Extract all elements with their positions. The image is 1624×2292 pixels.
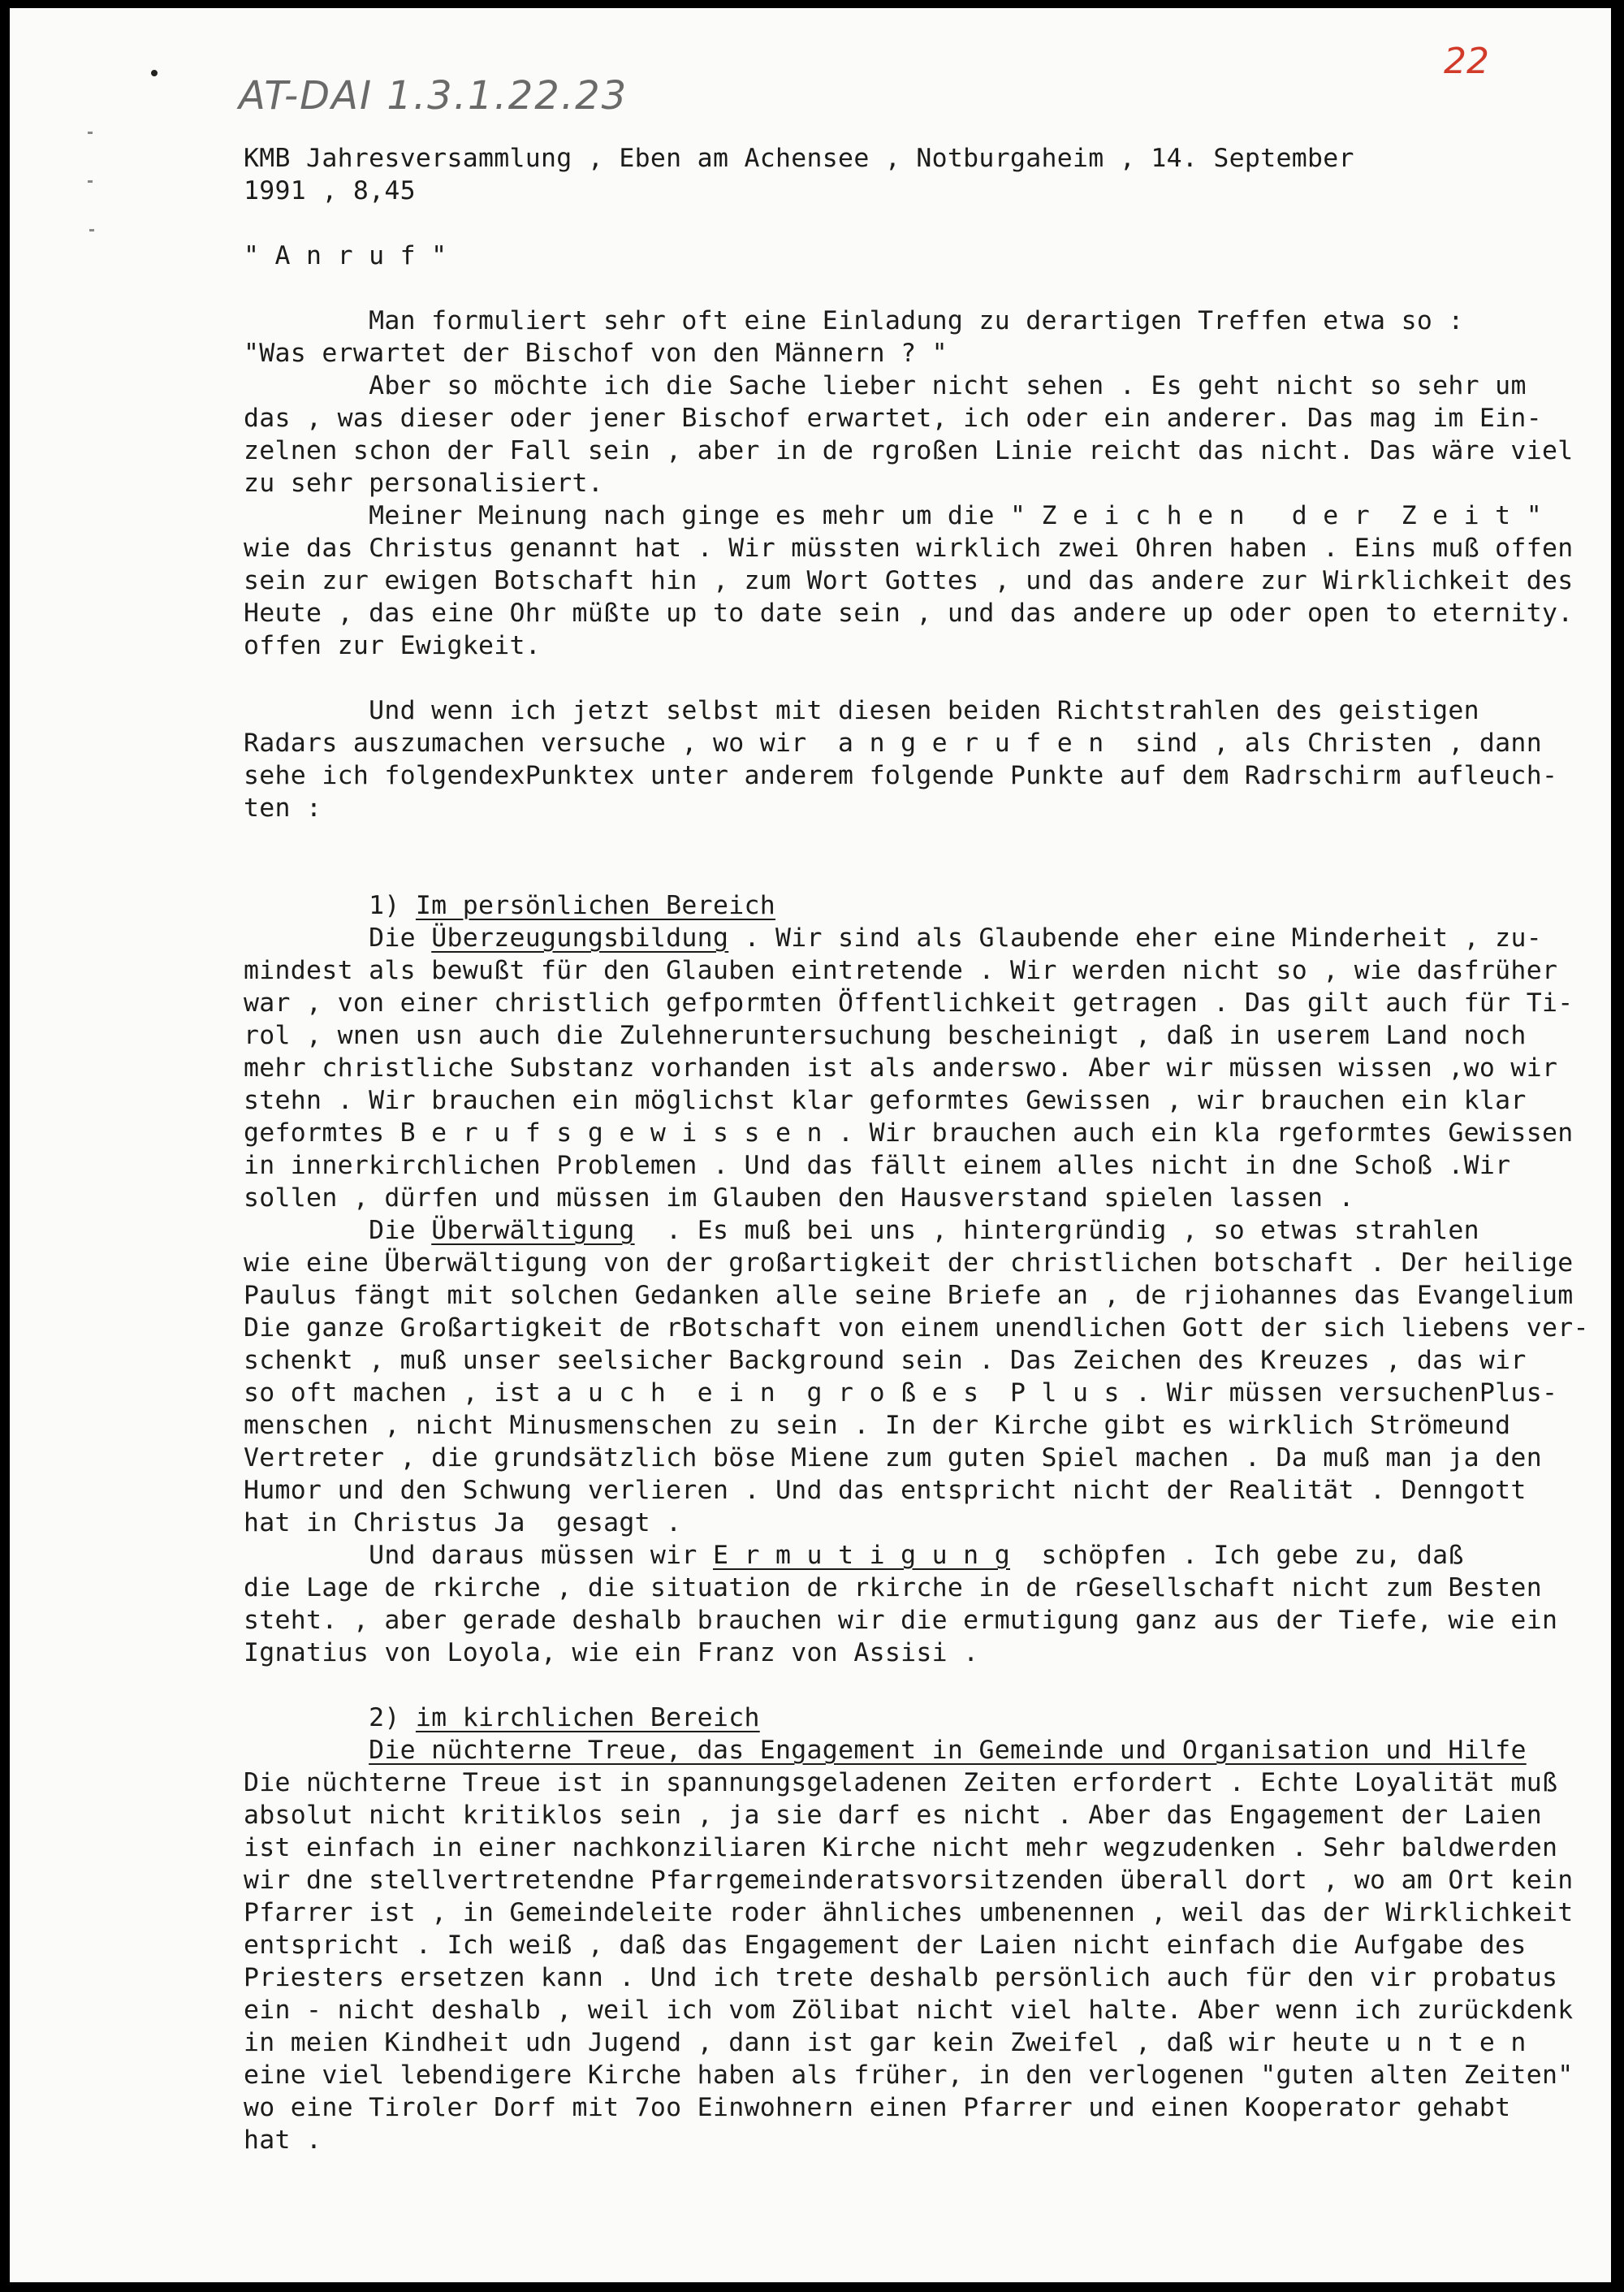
text-line: absolut nicht kritiklos sein , ja sie darf es nicht . Aber das Engagement der Laien	[244, 1801, 1542, 1830]
paragraph-block	[244, 1572, 1616, 1669]
margin-mark	[88, 132, 93, 134]
header-line: 1991 , 8,45	[244, 176, 416, 205]
paragraph-block	[244, 1247, 1616, 1539]
header-line: KMB Jahresversammlung , Eben am Achensee , Notburgaheim , 14. September	[244, 144, 1354, 173]
text-line: Und wenn ich jetzt selbst mit diesen beiden Richtstrahlen des geistigen	[244, 696, 1479, 725]
text-line: zelnen schon der Fall sein , aber in de rgroßen Linie reicht das nicht. Das wäre viel	[244, 436, 1574, 465]
archive-signature: AT-DAI 1.3.1.22.23	[239, 73, 628, 119]
subsection-line: Und daraus müssen wir E r m u t i g u n g schöpfen . Ich gebe zu, daß	[244, 1541, 1464, 1570]
text-line: hat .	[244, 2126, 322, 2155]
subsection-line: Die Überzeugungsbildung . Wir sind als Glaubende eher eine Minderheit , zu-	[244, 923, 1542, 953]
text-line: wir dne stellvertretendne Pfarrgemeinderatsvorsitzenden überall dort , wo am Ort kein	[244, 1866, 1574, 1895]
typed-text	[244, 142, 1616, 2156]
text-line: zu sehr personalisiert.	[244, 469, 604, 498]
page-number: 22	[1444, 41, 1489, 82]
text-line: Meiner Meinung nach ginge es mehr um die " Z e i c h e n d e r Z e i t "	[244, 501, 1542, 530]
text-line: Heute , das eine Ohr müßte up to date sein , und das andere up oder open to eternity.	[244, 599, 1574, 628]
subsection-line: Die Überwältigung . Es muß bei uns , hintergründig , so etwas strahlen	[244, 1216, 1479, 1245]
subsection-line	[244, 1734, 1616, 1767]
text-line: wo eine Tiroler Dorf mit 7oo Einwohnern einen Pfarrer und einen Kooperator gehabt	[244, 2093, 1511, 2122]
text-line: Ignatius von Loyola, wie ein Franz von Assisi .	[244, 1638, 979, 1667]
text-line: war , von einer christlich gefpormten Öffentlichkeit getragen . Das gilt auch für Ti-	[244, 988, 1574, 1018]
text-line: die Lage de rkirche , die situation de rkirche in de rGesellschaft nicht zum Besten	[244, 1573, 1542, 1602]
subsection-title: Überwältigung	[431, 1216, 635, 1245]
text-line: ten :	[244, 794, 322, 823]
paragraph-block	[244, 954, 1616, 1214]
text-line: Priesters ersetzen kann . Und ich trete deshalb persönlich auch für den vir probatus	[244, 1963, 1558, 1992]
text-line: sollen , dürfen und müssen im Glauben den Hausverstand spielen lassen .	[244, 1183, 1354, 1213]
text-line: schenkt , muß unser seelsicher Background sein . Das Zeichen des Kreuzes , das wir	[244, 1346, 1527, 1375]
text-line: menschen , nicht Minusmenschen zu sein . In der Kirche gibt es wirklich Strömeund	[244, 1411, 1511, 1440]
subsection-title: Die nüchterne Treue, das Engagement in Gemeinde und Organisation und Hilfe	[369, 1736, 1527, 1765]
text-line: Die ganze Großartigkeit de rBotschaft von einem unendlichen Gott der sich liebens ver-	[244, 1313, 1589, 1343]
text-line: entspricht . Ich weiß , daß das Engagement der Laien nicht einfach die Aufgabe des	[244, 1931, 1527, 1960]
paragraph-block	[244, 1767, 1616, 2156]
text-line: sein zur ewigen Botschaft hin , zum Wort Gottes , und das andere zur Wirklichkeit des	[244, 566, 1574, 595]
text-line: geformtes B e r u f s g e w i s s e n . Wir brauchen auch ein kla rgeformtes Gewissen	[244, 1118, 1574, 1148]
margin-mark	[88, 180, 93, 183]
text-line: offen zur Ewigkeit.	[244, 631, 542, 660]
text-line: Aber so möchte ich die Sache lieber nicht sehen . Es geht nicht so sehr um	[244, 371, 1527, 400]
text-line: mehr christliche Substanz vorhanden ist als anderswo. Aber wir müssen wissen ,wo wir	[244, 1053, 1558, 1083]
text-line: rol , wnen usn auch die Zulehneruntersuchung bescheinigt , daß in userem Land noch	[244, 1021, 1527, 1050]
text-line: so oft machen , ist a u c h e i n g r o ß e s P l u s . Wir müssen versuchenPlus-	[244, 1378, 1558, 1408]
text-line: in meien Kindheit udn Jugend , dann ist gar kein Zweifel , daß wir heute u n t e n	[244, 2028, 1527, 2057]
text-line: in innerkirchlichen Problemen . Und das fällt einem alles nicht in dne Schoß .Wir	[244, 1151, 1511, 1180]
text-line: Paulus fängt mit solchen Gedanken alle seine Briefe an , de rjiohannes das Evangelium	[244, 1281, 1574, 1310]
text-line: Radars auszumachen versuche , wo wir a n g e r u f e n sind , als Christen , dann	[244, 729, 1542, 758]
text-line: Humor und den Schwung verlieren . Und das entspricht nicht der Realität . Denngott	[244, 1476, 1527, 1505]
text-line: mindest als bewußt für den Glauben eintretende . Wir werden nicht so , wie dasfrüher	[244, 956, 1558, 985]
section-heading-title: im kirchlichen Bereich	[415, 1703, 760, 1732]
subsection-title: E r m u t i g u n g	[712, 1541, 1010, 1570]
text-line: steht. , aber gerade deshalb brauchen wir die ermutigung ganz aus der Tiefe, wie ein	[244, 1606, 1558, 1635]
margin-mark	[89, 229, 94, 231]
text-line: Man formuliert sehr oft eine Einladung zu derartigen Treffen etwa so :	[244, 306, 1464, 335]
radar-block	[244, 694, 1616, 824]
text-line: ein - nicht deshalb , weil ich vom Zölibat nicht viel halte. Aber wenn ich zurückdenk	[244, 1996, 1574, 2025]
text-line: Die nüchterne Treue ist in spannungsgeladenen Zeiten erfordert . Echte Loyalität muß	[244, 1768, 1558, 1797]
text-line: eine viel lebendigere Kirche haben als früher, in den verlogenen "guten alten Zeiten"	[244, 2061, 1574, 2090]
text-line: das , was dieser oder jener Bischof erwartet, ich oder ein anderer. Das mag im Ein-	[244, 404, 1542, 433]
text-line: ist einfach in einer nachkonziliaren Kirche nicht mehr wegzudenken . Sehr baldwerden	[244, 1833, 1558, 1862]
section-heading: 1) Im persönlichen Bereich	[369, 891, 776, 920]
text-line: Pfarrer ist , in Gemeindeleite roder ähnliches umbenennen , weil das der Wirklichkeit	[244, 1898, 1574, 1927]
text-line: wie das Christus genannt hat . Wir müssten wirklich zwei Ohren haben . Eins muß offen	[244, 534, 1574, 563]
document-page	[10, 8, 1611, 2282]
punch-dot	[151, 70, 158, 76]
document-title: " A n r u f "	[244, 241, 447, 270]
subsection-title: Überzeugungsbildung	[431, 923, 729, 953]
text-line: "Was erwartet der Bischof von den Männern ? "	[244, 339, 948, 368]
text-line: sehe ich folgendexPunktex unter anderem folgende Punkte auf dem Radrschirm aufleuch-	[244, 761, 1558, 790]
text-line: Vertreter , die grundsätzlich böse Miene zum guten Spiel machen . Da muß man ja den	[244, 1443, 1542, 1473]
section-heading: 2) im kirchlichen Bereich	[369, 1703, 760, 1732]
text-line: hat in Christus Ja gesagt .	[244, 1508, 682, 1537]
text-line: stehn . Wir brauchen ein möglichst klar geformtes Gewissen , wir brauchen ein klar	[244, 1086, 1527, 1115]
intro-block	[244, 305, 1616, 662]
section-heading-title: Im persönlichen Bereich	[415, 891, 776, 920]
text-line: wie eine Überwältigung von der großartigkeit der christlichen botschaft . Der heilige	[244, 1248, 1574, 1278]
